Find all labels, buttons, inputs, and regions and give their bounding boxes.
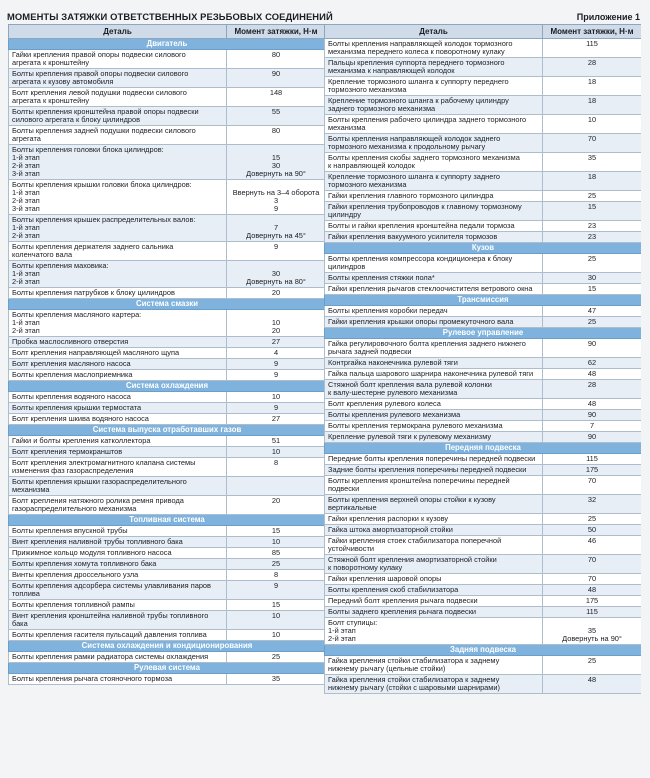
part-name: Болт крепления масляного насоса [9,359,227,370]
part-name: Гайка крепления стойки стабилизатора к заднему нижнему рычагу (стойки с шаровыми шарнирами) [325,675,543,694]
section-title: Кузов [325,243,642,254]
part-name: Болты крепления задней подушки подвески силового агрегата [9,126,227,145]
table-row [9,652,326,663]
table-row [9,548,326,559]
torque-value: 4 [227,348,326,359]
torque-value: 25 [543,254,642,273]
section-header [9,39,326,50]
torque-value: 175 [543,596,642,607]
table-row [9,337,326,348]
section-title: Рулевая система [9,663,326,674]
part-name: Пробка маслосливного отверстия [9,337,227,348]
table-row [325,465,642,476]
part-name: Болты крепления крышки головки блока цилиндров: 1-й этап 2-й этап 3-й этап [9,180,227,215]
table-row [325,607,642,618]
part-name: Болт крепления электромагнитного клапана системы изменения фаз газораспределения [9,458,227,477]
part-name: Болты крепления компрессора кондиционера к блоку цилиндров [325,254,543,273]
table-row [325,380,642,399]
torque-table-left [8,24,325,685]
table-row [325,58,642,77]
table-row [325,596,642,607]
table-row [325,454,642,465]
torque-value: 47 [543,306,642,317]
table-row [325,115,642,134]
torque-value: 10 [227,630,326,641]
part-name: Болты крепления масляного картера: 1-й этап 2-й этап [9,310,227,337]
torque-value: 25 [543,656,642,675]
torque-value: 148 [227,88,326,107]
torque-value: 20 [227,288,326,299]
part-name: Болты крепления топливной рампы [9,600,227,611]
part-name: Гайка пальца шарового шарнира наконечника рулевой тяги [325,369,543,380]
torque-value: 23 [543,232,642,243]
part-name: Крепление тормозного шланга к суппорту заднего тормозного механизма [325,172,543,191]
torque-value: 10 [227,537,326,548]
section-header [9,641,326,652]
torque-value: 25 [543,191,642,202]
table-row [9,392,326,403]
table-row [9,126,326,145]
torque-value: 90 [543,339,642,358]
part-name: Гайки крепления правой опоры подвески силового агрегата к кронштейну [9,50,227,69]
section-title: Топливная система [9,515,326,526]
document-header [7,6,640,22]
part-name: Болт крепления рулевого колеса [325,399,543,410]
torque-value: 8 [227,458,326,477]
table-row [9,581,326,600]
table-row [325,254,642,273]
table-row [325,191,642,202]
part-name: Винт крепления наливной трубы топливного бака [9,537,227,548]
torque-value: 50 [543,525,642,536]
torque-value: 27 [227,414,326,425]
column-header-part: Деталь [9,25,227,39]
table-row [325,656,642,675]
torque-value: 62 [543,358,642,369]
torque-value: 35 Довернуть на 90° [543,618,642,645]
table-row [9,477,326,496]
part-name: Гайки и болты крепления катколлектора [9,436,227,447]
table-row [9,242,326,261]
part-name: Болты крепления маслоприемника [9,370,227,381]
table-row [325,273,642,284]
document-title: МОМЕНТЫ ЗАТЯЖКИ ОТВЕТСТВЕННЫХ РЕЗЬБОВЫХ СОЕДИНЕНИЙ [7,11,333,22]
table-row [9,414,326,425]
torque-value: 25 [543,514,642,525]
section-header [325,295,642,306]
torque-value: 25 [227,652,326,663]
table-row [325,96,642,115]
part-name: Гайки крепления распорки к кузову [325,514,543,525]
table-row [9,496,326,515]
part-name: Болты крепления стяжки пола* [325,273,543,284]
table-row [9,370,326,381]
torque-value: 80 [227,126,326,145]
torque-value: 15 [543,202,642,221]
part-name: Болты крепления крышек распределительных валов: 1-й этап 2-й этап [9,215,227,242]
torque-table-right [324,24,641,694]
torque-value: 30 [543,273,642,284]
part-name: Стяжной болт крепления вала рулевой колонки к валу-шестерне рулевого механизма [325,380,543,399]
table-row [9,403,326,414]
section-title: Система выпуска отработавших газов [9,425,326,436]
torque-value: 90 [227,69,326,88]
torque-value: 8 [227,570,326,581]
part-name: Болты крепления правой опоры подвески силового агрегата к кузову автомобиля [9,69,227,88]
section-title: Система охлаждения [9,381,326,392]
part-name: Гайки крепления крышки опоры промежуточного вала [325,317,543,328]
torque-value: 10 [543,115,642,134]
part-name: Болты крепления коробки передач [325,306,543,317]
part-name: Болты крепления рычага стояночного тормоза [9,674,227,685]
section-header [9,515,326,526]
torque-value: 48 [543,399,642,410]
table-row [325,421,642,432]
table-row [9,447,326,458]
part-name: Болты крепления верхней опоры стойки к кузову вертикальные [325,495,543,514]
section-header [325,645,642,656]
table-row [9,559,326,570]
torque-value: 10 [227,447,326,458]
part-name: Гайки крепления трубопроводов к главному тормозному цилиндру [325,202,543,221]
part-name: Болты заднего крепления рычага подвески [325,607,543,618]
torque-value: 25 [543,317,642,328]
table-row [325,358,642,369]
part-name: Болты крепления кронштейна поперечины передней подвески [325,476,543,495]
table-row [325,476,642,495]
table-row [325,134,642,153]
torque-value: 28 [543,380,642,399]
torque-value: 115 [543,454,642,465]
table-row [325,39,642,58]
section-header [9,299,326,310]
torque-value: 90 [543,432,642,443]
table-row [325,399,642,410]
part-name: Болты крепления направляющей колодок тормозного механизма переднего колеса к поворотному кулаку [325,39,543,58]
torque-value: 7 [543,421,642,432]
part-name: Болты крепления термокрана рулевого механизма [325,421,543,432]
part-name: Болт крепления натяжного ролика ремня привода газораспределительного механизма [9,496,227,515]
torque-value: 80 [227,50,326,69]
part-name: Болты крепления держателя заднего сальника коленчатого вала [9,242,227,261]
part-name: Болт крепления левой подушки подвески силового агрегата к кронштейну [9,88,227,107]
part-name: Гайки крепления рычагов стеклоочистителя ветрового окна [325,284,543,295]
torque-value: 35 [227,674,326,685]
part-name: Болты крепления кронштейна правой опоры подвески силового агрегата к блоку цилиндров [9,107,227,126]
section-title: Двигатель [9,39,326,50]
table-row [9,215,326,242]
section-header [9,425,326,436]
table-row [325,317,642,328]
right-column [324,24,641,774]
part-name: Гайки крепления главного тормозного цилиндра [325,191,543,202]
torque-value: Ввернуть на 3–4 оборота 3 9 [227,180,326,215]
part-name: Крепление тормозного шланга к суппорту переднего тормозного механизма [325,77,543,96]
torque-value: 35 [543,153,642,172]
part-name: Болты крепления водяного насоса [9,392,227,403]
part-name: Болты крепления гасителя пульсаций давления топлива [9,630,227,641]
torque-value: 23 [543,221,642,232]
table-row [9,107,326,126]
table-row [9,537,326,548]
part-name: Винты крепления дроссельного узла [9,570,227,581]
torque-value: 115 [543,39,642,58]
table-row [325,77,642,96]
part-name: Винт крепления кронштейна наливной трубы топливного бака [9,611,227,630]
table-row [325,153,642,172]
section-title: Рулевое управление [325,328,642,339]
table-row [325,410,642,421]
table-row [325,536,642,555]
torque-value: 7 Довернуть на 45° [227,215,326,242]
torque-value: 15 30 Довернуть на 90° [227,145,326,180]
part-name: Болты крепления крышки газораспределительного механизма [9,477,227,496]
part-name: Болты крепления рулевого механизма [325,410,543,421]
section-title: Задняя подвеска [325,645,642,656]
section-title: Передняя подвеска [325,443,642,454]
part-name: Болты и гайки крепления кронштейна педали тормоза [325,221,543,232]
part-name: Болты крепления рабочего цилиндра заднего тормозного механизма [325,115,543,134]
part-name: Болты крепления рамки радиатора системы охлаждения [9,652,227,663]
section-header [325,443,642,454]
part-name: Задние болты крепления поперечины передней подвески [325,465,543,476]
table-row [9,145,326,180]
torque-value: 25 [227,559,326,570]
column-header-torque: Момент затяжки, Н·м [227,25,326,39]
torque-value: 18 [543,77,642,96]
torque-value: 70 [543,574,642,585]
table-row [325,555,642,574]
table-row [9,310,326,337]
torque-value [227,477,326,496]
part-name: Болты крепления головки блока цилиндров: 1-й этап 2-й этап 3-й этап [9,145,227,180]
torque-value: 15 [227,526,326,537]
torque-value: 55 [227,107,326,126]
torque-value: 46 [543,536,642,555]
table-row [9,348,326,359]
part-name: Болты крепления патрубков к блоку цилиндров [9,288,227,299]
part-name: Крепление тормозного шланга к рабочему цилиндру заднего тормозного механизма [325,96,543,115]
table-row [325,675,642,694]
torque-value: 9 [227,359,326,370]
table-row [9,570,326,581]
part-name: Гайка крепления стойки стабилизатора к заднему нижнему рычагу (цельные стойки) [325,656,543,675]
part-name: Болты крепления скобы заднего тормозного механизма к направляющей колодок [325,153,543,172]
torque-value: 9 [227,581,326,600]
part-name: Стяжной болт крепления амортизаторной стойки к поворотному кулаку [325,555,543,574]
section-title: Трансмиссия [325,295,642,306]
left-column [8,24,325,774]
torque-value: 15 [543,284,642,295]
table-row [9,359,326,370]
torque-value: 175 [543,465,642,476]
table-row [9,526,326,537]
column-header-part: Деталь [325,25,543,39]
torque-value: 51 [227,436,326,447]
part-name: Гайка штока амортизаторной стойки [325,525,543,536]
torque-value: 18 [543,172,642,191]
part-name: Гайки крепления шаровой опоры [325,574,543,585]
table-row [9,630,326,641]
table-row [325,339,642,358]
table-row [325,585,642,596]
torque-value: 70 [543,134,642,153]
table-row [325,306,642,317]
torque-value: 10 [227,392,326,403]
table-row [9,88,326,107]
torque-value: 9 [227,242,326,261]
table-row [325,284,642,295]
table-row [325,525,642,536]
part-name: Болты крепления хомута топливного бака [9,559,227,570]
torque-value: 48 [543,585,642,596]
part-name: Крепление рулевой тяги к рулевому механизму [325,432,543,443]
table-row [325,432,642,443]
table-row [9,180,326,215]
torque-value: 48 [543,675,642,694]
part-name: Болты крепления впускной трубы [9,526,227,537]
table-row [325,618,642,645]
appendix-label: Приложение 1 [576,12,640,22]
table-row [325,172,642,191]
torque-value: 70 [543,555,642,574]
section-header [9,663,326,674]
table-header-row [325,25,642,39]
torque-value: 15 [227,600,326,611]
torque-value: 30 Довернуть на 80° [227,261,326,288]
part-name: Болты крепления адсорбера системы улавливания паров топлива [9,581,227,600]
torque-value: 9 [227,403,326,414]
torque-value: 115 [543,607,642,618]
part-name: Передние болты крепления поперечины передней подвески [325,454,543,465]
column-header-torque: Момент затяжки, Н·м [543,25,642,39]
table-row [325,232,642,243]
torque-value: 85 [227,548,326,559]
table-row [9,674,326,685]
part-name: Гайка регулировочного болта крепления заднего нижнего рычага задней подвески [325,339,543,358]
part-name: Болты крепления скоб стабилизатора [325,585,543,596]
part-name: Болты крепления направляющей колодок заднего тормозного механизма к продольному рычагу [325,134,543,153]
table-row [9,69,326,88]
torque-value: 10 [227,611,326,630]
torque-value: 48 [543,369,642,380]
table-row [9,288,326,299]
section-title: Система охлаждения и кондиционирования [9,641,326,652]
part-name: Болт крепления шкива водяного насоса [9,414,227,425]
table-row [9,611,326,630]
torque-value: 28 [543,58,642,77]
table-row [325,202,642,221]
torque-value: 18 [543,96,642,115]
torque-value: 27 [227,337,326,348]
torque-value: 9 [227,370,326,381]
table-row [325,574,642,585]
table-row [325,495,642,514]
part-name: Болт крепления направляющей масляного щупа [9,348,227,359]
part-name: Болты крепления маховика: 1-й этап 2-й этап [9,261,227,288]
torque-value: 90 [543,410,642,421]
part-name: Болт крепления термокранштов [9,447,227,458]
part-name: Болт ступицы: 1-й этап 2-й этап [325,618,543,645]
part-name: Прижимное кольцо модуля топливного насоса [9,548,227,559]
part-name: Контргайка наконечника рулевой тяги [325,358,543,369]
section-header [9,381,326,392]
part-name: Гайки крепления вакуумного усилителя тормозов [325,232,543,243]
table-row [325,369,642,380]
torque-value: 32 [543,495,642,514]
table-row [9,50,326,69]
table-row [9,600,326,611]
section-header [325,243,642,254]
part-name: Гайки крепления стоек стабилизатора поперечной устойчивости [325,536,543,555]
part-name: Передний болт крепления рычага подвески [325,596,543,607]
section-title: Система смазки [9,299,326,310]
torque-value: 10 20 [227,310,326,337]
table-row [325,514,642,525]
part-name: Болты крепления крышки термостата [9,403,227,414]
table-row [9,261,326,288]
part-name: Пальцы крепления суппорта переднего тормозного механизма к направляющей колодок [325,58,543,77]
torque-value: 70 [543,476,642,495]
torque-value: 20 [227,496,326,515]
table-header-row [9,25,326,39]
table-row [9,436,326,447]
table-row [325,221,642,232]
section-header [325,328,642,339]
table-row [9,458,326,477]
